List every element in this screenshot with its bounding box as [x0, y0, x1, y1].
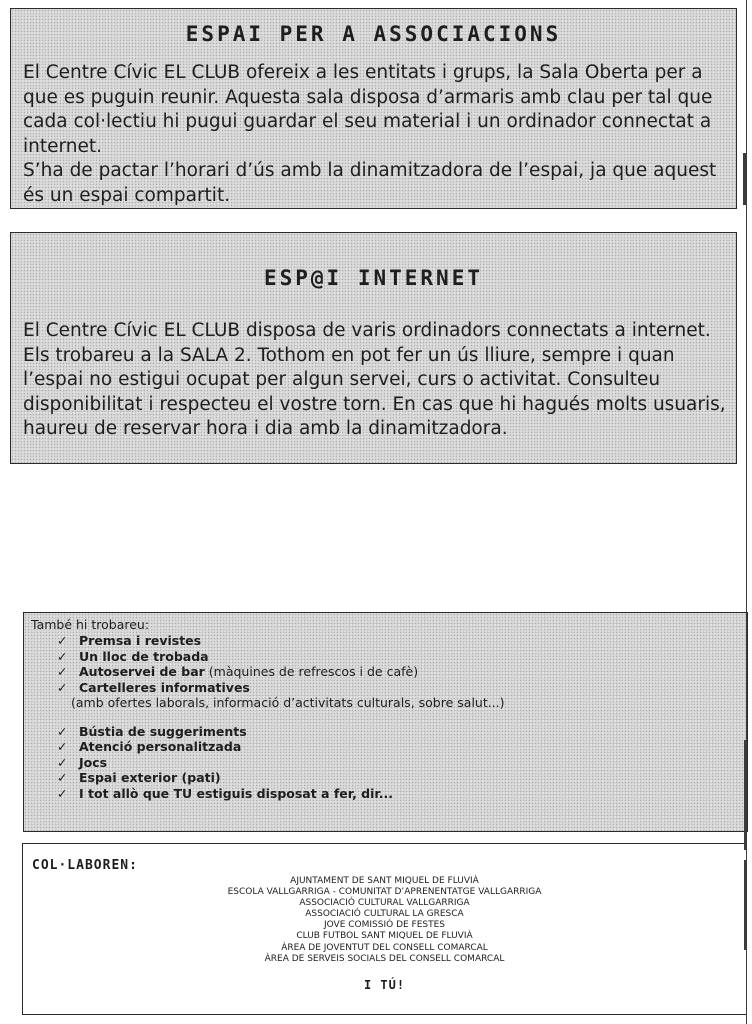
check-icon: ✓	[57, 754, 68, 770]
check-icon: ✓	[57, 739, 68, 754]
list-item: ✓ Un lloc de trobada	[57, 648, 209, 664]
page-edge-mark	[744, 740, 747, 850]
list-item: ✓ Premsa i revistes	[57, 633, 202, 648]
check-icon: ✓	[57, 785, 68, 801]
collaborator-item: ASSOCIACIÓ CULTURAL VALLGARRIGA	[299, 898, 470, 909]
associacions-paragraph-1: El Centre Cívic EL CLUB ofereix a les entitats i grups, la Sala Oberta per a que es puguin reunir. Aquesta sala disposa d’armaris amb clau per tal que cada col·lectiu hi pugui guardar el seu material i un ordinador connectat a internet.	[23, 62, 713, 157]
page-edge-mark	[744, 860, 747, 950]
collaborators-list	[23, 876, 746, 965]
tambe-section	[23, 612, 748, 832]
collaboren-section	[22, 843, 747, 1015]
list-item: ✓ I tot allò que TU estiguis disposat a fer, dir...	[57, 785, 394, 801]
list-item: ✓ Bústia de suggeriments	[57, 723, 247, 739]
check-icon: ✓	[57, 664, 68, 679]
page-edge-mark	[743, 153, 747, 205]
list-item: ✓ Autoservei de bar (màquines de refrescos i de cafè)	[57, 664, 419, 679]
associacions-title: ESPAI PER A ASSOCIACIONS	[185, 22, 562, 46]
associacions-paragraph-2: S’ha de pactar l’horari d’ús amb la dinamitzadora de l’espai, ja que aquest és un espai compartit.	[23, 160, 717, 206]
collaborator-item: ESCOLA VALLGARRIGA - COMUNITAT D’APRENENTATGE VALLGARRIGA	[227, 887, 542, 898]
tambe-lead: També hi trobareu:	[31, 617, 150, 632]
associacions-text	[23, 61, 726, 208]
list-item: ✓ Cartelleres informatives	[57, 679, 250, 695]
list-item: ✓ Jocs	[57, 754, 108, 770]
cartelleres-note: (amb ofertes laborals, informació d’activitats culturals, sobre salut...)	[71, 695, 505, 710]
collaborator-item: ÀREA DE JOVENTUT DEL CONSELL COMARCAL	[281, 942, 488, 953]
check-icon: ✓	[57, 633, 68, 648]
collaborator-item: JOVE COMISSIÓ DE FESTES	[323, 920, 446, 931]
collaborator-item: AJUNTAMENT DE SANT MIQUEL DE FLUVIÀ	[290, 876, 479, 886]
list-item: ✓ Atenció personalitzada	[57, 739, 242, 754]
collaborator-item: ÀREA DE SERVEIS SOCIALS DEL CONSELL COMARCAL	[264, 953, 505, 964]
check-icon: ✓	[57, 723, 68, 739]
list-spacer	[57, 711, 505, 724]
associacions-section	[10, 8, 737, 209]
collaborator-item: ASSOCIACIÓ CULTURAL LA GRESCA	[305, 909, 464, 920]
closing-text: I TÚ!	[363, 978, 406, 992]
list-item: ✓ Espai exterior (pati)	[57, 770, 221, 785]
internet-section	[10, 232, 737, 464]
collaboren-heading: COL·LABOREN:	[32, 858, 138, 873]
check-icon: ✓	[57, 648, 68, 664]
collaborator-item: CLUB FUTBOL SANT MIQUEL DE FLUVIÀ	[296, 931, 473, 942]
services-list	[57, 633, 505, 801]
check-icon: ✓	[57, 679, 68, 695]
check-icon: ✓	[57, 770, 68, 785]
internet-title: ESP@I INTERNET	[263, 266, 483, 290]
internet-paragraph: El Centre Cívic EL CLUB disposa de varis ordinadors connectats a internet. Els trobareu a la SALA 2. Tothom en pot fer un ús lliure, sempre i quan l’espai no estigui ocupat per algun servei, curs o activitat. Consulteu disponibilitat i respecteu el vostre torn. En cas que hi hagués molts usuaris, haureu de reservar hora i dia amb la dinamitzadora.	[23, 320, 726, 439]
